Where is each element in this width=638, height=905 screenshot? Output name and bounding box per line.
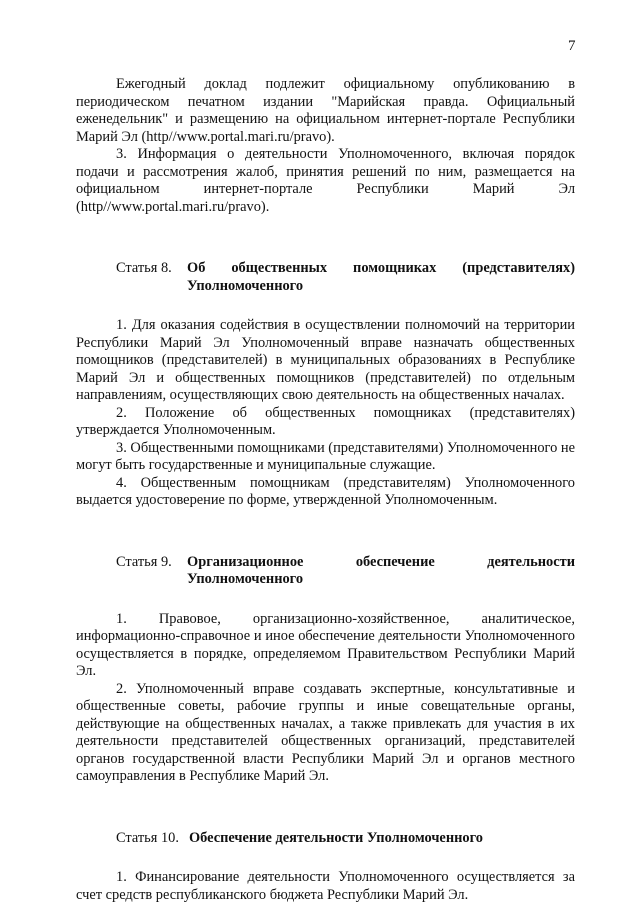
article-8-title: Об общественных помощниках (представителях) Уполномоченного [187, 260, 575, 294]
article-9-title: Организационное обеспечение деятельности Уполномоченного [187, 553, 575, 587]
article-8-paragraph-4: 4. Общественным помощникам (представителям) Уполномоченного выдается удостоверение по форме, утвержденной Уполномоченным. [76, 474, 575, 508]
document-body [76, 76, 575, 904]
article-8-paragraph-1: 1. Для оказания содействия в осуществлении полномочий на территории Республики Марий Эл Уполномоченный вправе назначать общественных помощников (представителей) в муниципальных образованиях в Республике Марий Эл и общественных помощников (представителей) по отдельным направлениям, осуществляющих свою деятельность на общественных началах. [76, 317, 575, 403]
article-8-paragraph-3: 3. Общественными помощниками (представителями) Уполномоченного не могут быть государственные и муниципальные служащие. [76, 439, 575, 473]
article-10-paragraph-1: 1. Финансирование деятельности Уполномоченного осуществляется за счет средств республиканского бюджета Республики Марий Эл. [76, 869, 575, 903]
article-9-heading [76, 554, 575, 589]
page-number: 7 [568, 38, 576, 54]
article-9-paragraph-1: 1. Правовое, организационно-хозяйственное, аналитическое, информационно-справочное и иное обеспечение деятельности Уполномоченного осуществляется в порядке, определяемом Правительством Республики Марий Эл. [76, 610, 575, 679]
paragraph-info-publication: 3. Информация о деятельности Уполномоченного, включая порядок подачи и рассмотрения жалоб, принятия решений по ним, размещается на официальном интернет-портале Республики Марий Эл (http//www.portal.mari.ru/pravo). [76, 146, 575, 215]
article-10-title: Обеспечение деятельности Уполномоченного [188, 829, 483, 846]
article-8-heading [76, 260, 575, 295]
article-9-paragraph-2: 2. Уполномоченный вправе создавать экспертные, консультативные и общественные советы, рабочие группы и иные совещательные органы, действующие на общественных началах, а также привлекать для участия в их деятельности представителей общественных организаций, представителей органов государственной власти Республики Марий Эл и органов местного самоуправления в Республике Марий Эл. [76, 680, 575, 784]
article-10-heading [76, 830, 575, 848]
paragraph-annual-report: Ежегодный доклад подлежит официальному опубликованию в периодическом печатном издании "Марийская правда. Официальный еженедельник" и размещению на официальном интернет-портале Республики Марий Эл (http//www.portal.mari.ru/pravo). [76, 76, 575, 145]
article-8-number: Статья 8. [116, 260, 172, 276]
article-8-paragraph-2: 2. Положение об общественных помощниках (представителях) утверждается Уполномоченным. [76, 404, 575, 438]
article-10-number: Статья 10. [116, 829, 179, 846]
article-9-number: Статья 9. [116, 553, 172, 570]
